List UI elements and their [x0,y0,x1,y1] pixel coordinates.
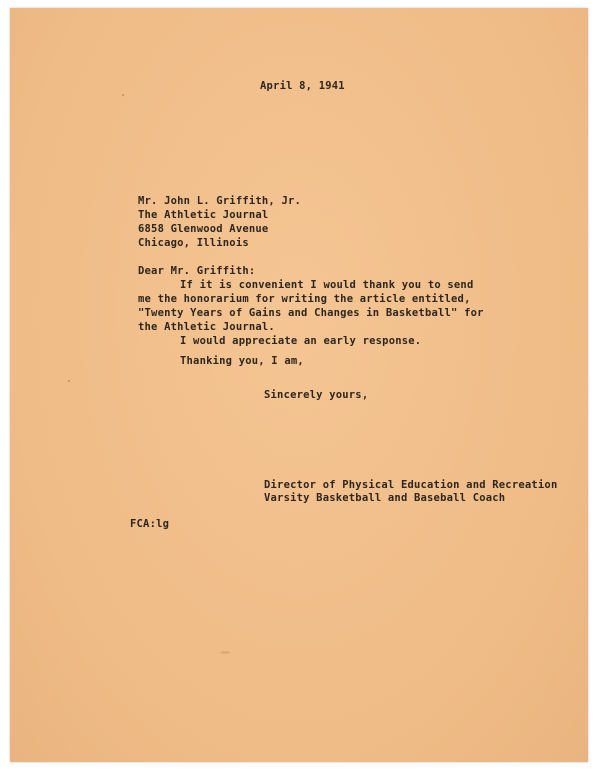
body-paragraph-1-line-1: If it is convenient I would thank you to send [180,279,474,291]
typist-initials: FCA:lg [130,518,170,530]
paper-speck [68,380,70,382]
closing: Sincerely yours, [264,389,369,401]
recipient-organization: The Athletic Journal [138,209,269,221]
signature-title-line-1: Director of Physical Education and Recreation [264,479,558,491]
recipient-city: Chicago, Illinois [138,237,249,249]
body-paragraph-3: Thanking you, I am, [180,355,304,367]
letter-page [10,8,588,762]
letter-date: April 8, 1941 [260,80,345,92]
paper-mark [220,651,230,654]
recipient-name: Mr. John L. Griffith, Jr. [138,195,302,207]
body-paragraph-2: I would appreciate an early response. [180,335,422,347]
body-paragraph-1-line-2: me the honorarium for writing the article entitled, [138,293,471,305]
paper-speck [122,94,124,96]
recipient-street: 6858 Glenwood Avenue [138,223,269,235]
body-paragraph-1-line-4: the Athletic Journal. [138,321,275,333]
body-paragraph-1-line-3: "Twenty Years of Gains and Changes in Basketball" for [138,307,484,319]
signature-title-line-2: Varsity Basketball and Baseball Coach [264,492,506,504]
salutation: Dear Mr. Griffith: [138,265,256,277]
